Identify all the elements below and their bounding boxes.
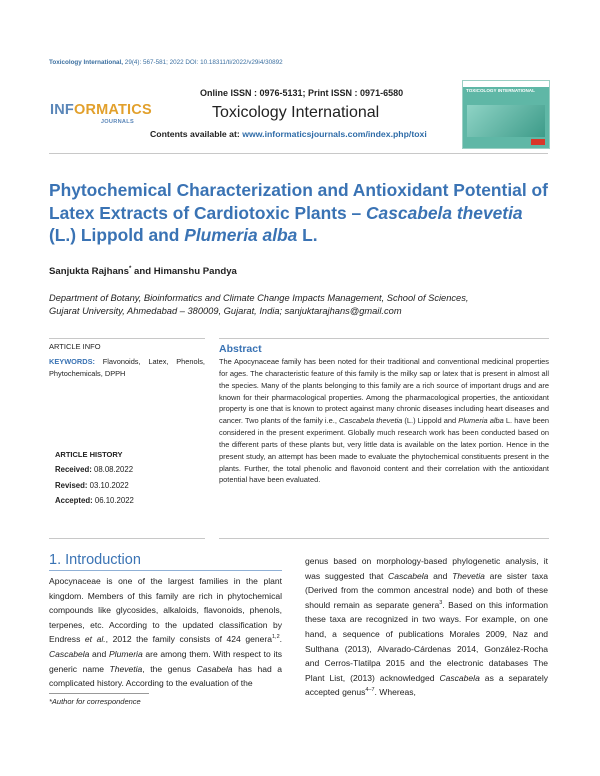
affiliation-line-2: Gujarat University, Ahmedabad – 380009, Gujarat, India; sanjuktarajhans@gmail.com [49,306,402,316]
intro-right-text: are sister taxa (Derived from the common ancestral node) and both of these should remain as separate genera [305,570,548,610]
journal-cover-image [462,80,550,149]
cover-header-text: TOXICOLOGY INTERNATIONAL [466,88,535,93]
received-date [55,465,133,474]
genus-name: Thevetia [109,663,143,674]
abstract-text-2: (L.) Lippold and [402,416,459,426]
abstract-text-3: L. have been considered in the present experiment. Globally much research work has been conducted based on the different parts of these plants but, very little data is available on the latex portion. Hence in the present study, an attempt has been made to evaluate the phytochemical constituents present in the plants. Further, the total phenolic and flavonoid content and their correlation with the antioxidant potential have been evaluated. [219,416,549,485]
genus-name: Cascabela [388,570,429,581]
keywords-block [49,356,205,380]
accepted-label: Accepted: [55,496,93,505]
intro-right-text: . Based on this information these taxa are recognized in two ways. For example, on one hand, a sequence of publications Morales 2009, Naz and Sulthana (2013), Alvarado-Cárdenas 2014, González-Rocha and Cerros-Tlatilpa 2015 and the electronic databases The Plant List, (2013) acknowledged [305,599,548,683]
genus-name: Cascabela [439,672,480,683]
intro-left-column [49,574,282,691]
revised-value: 03.10.2022 [87,481,129,490]
header-divider [49,153,548,154]
intro-right-text: genus based on morphology-based phylogenetic analysis, it was suggested that [305,556,548,581]
genus-name: Cascabela [49,648,90,659]
abstract-species-2: Plumeria alba [458,416,504,426]
article-title [49,179,549,247]
introduction-heading: 1. Introduction [49,552,141,568]
intro-left-text: , the genus [142,663,197,674]
info-divider-bottom [49,538,205,539]
cover-publisher-badge [531,139,545,145]
intro-right-text: as a separately accepted genus [305,672,548,698]
citation-journal: Toxicology International, [49,59,124,66]
corresponding-mark: * [128,266,132,272]
abstract-species-1: Cascabela thevetia [339,416,403,426]
journal-citation [49,59,283,66]
revised-date [55,481,129,490]
citation-superscript: 3 [439,599,443,606]
abstract-text-1: The Apocynaceae family has been noted for their traditional and conventional medicinal properties for ages. The characteristic feature of this family is the milky sap or latex that is present in almost all the species. Many of the plants belonging to this family are a rich source of important drugs and are known for their pharmacological properties. Among the pharmacological properties, the antioxidant property is one that is known to protect against many chronic diseases including heart diseases and cancer. Two plants of the family i.e., [219,357,549,426]
genus-name: Plumeria [108,648,143,659]
abstract-divider-bottom [219,538,549,539]
intro-left-text: , 2012 the family consists of 424 genera [105,634,272,645]
keywords-label: KEYWORDS: [49,357,95,366]
author-1: Sanjukta Rajhans [49,266,129,278]
title-text-3: L. [297,225,318,245]
genus-name: Casabela [196,663,233,674]
accepted-date [55,496,134,505]
intro-right-column [305,554,548,700]
article-info-label: ARTICLE INFO [49,342,101,351]
keywords-list: Flavonoids, Latex, Phenols, Phytochemicals, DPPH [49,357,205,378]
revised-label: Revised: [55,481,88,490]
issn-line: Online ISSN : 0976-5131; Print ISSN : 0971-6580 [200,88,404,98]
affiliation-line-1: Department of Botany, Bioinformatics and Climate Change Impacts Management, School of Sciences, [49,293,469,303]
accepted-value: 06.10.2022 [92,496,134,505]
journal-url-link[interactable]: www.informaticsjournals.com/index.php/toxi [242,129,427,139]
author-connector: and [131,266,154,278]
publisher-logo [50,102,152,136]
abstract-text [219,356,549,486]
logo-subtitle: JOURNALS [100,119,134,125]
intro-right-text: . Whereas, [374,687,416,698]
info-divider-top [49,338,205,339]
journal-name: Toxicology International [212,104,380,121]
citation-details: 29(4): 567-581; 2022 DOI: 10.18311/ti/2022/v29i4/30892 [123,59,283,66]
author-2: Himanshu Pandya [153,266,237,278]
title-text-2: (L.) Lippold and [49,225,185,245]
abstract-divider-top [219,338,549,339]
intro-left-text: Apocynaceae is one of the largest families in the plant kingdom. Members of this family are rich in phytochemical compounds like glycosides, alkaloids, flavonoids, phenols, terpenes, etc. According to the updated classification by Endress [49,576,282,645]
intro-left-text: are among them. With respect to its generic name [49,648,283,674]
title-species-1: Cascabela thevetia [366,202,523,223]
logo-text-b: ORMATICS [73,102,152,118]
abstract-heading: Abstract [219,343,262,355]
title-text-1: Phytochemical Characterization and Antioxidant Potential of Latex Extracts of Cardiotoxic Plants – [49,180,548,223]
title-species-2: Plumeria alba [184,225,298,245]
intro-left-italic: et al. [84,634,106,645]
citation-superscript: 4–7 [365,687,375,694]
footnote-divider [49,693,149,694]
correspondence-footnote: *Author for correspondence [49,697,141,706]
author-list [49,266,237,277]
contents-available-line [150,129,427,139]
intro-left-text: . [279,634,283,645]
intro-left-text: and [89,648,109,659]
intro-right-text: and [428,570,453,581]
intro-left-text: has had a complicated history. According to the evaluation of the [49,663,282,689]
article-history-label: ARTICLE HISTORY [55,450,123,459]
logo-text-a: INF [50,102,74,118]
introduction-underline [49,570,282,571]
genus-name: Thevetia [452,570,485,581]
received-value: 08.08.2022 [91,465,134,474]
contents-prefix: Contents available at: [150,129,243,139]
received-label: Received: [55,465,92,474]
citation-superscript: 1,2 [271,634,280,641]
